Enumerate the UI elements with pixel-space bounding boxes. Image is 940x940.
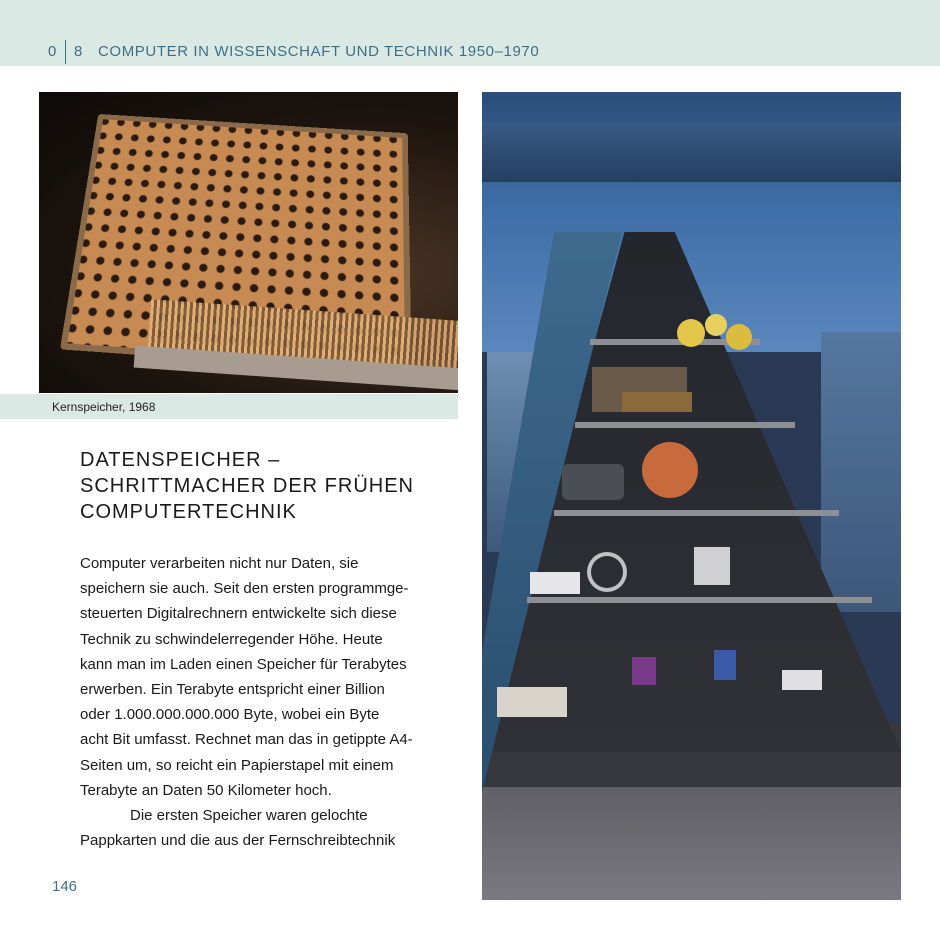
floor [482,772,901,900]
body-line: Technik zu schwindelerregender Höhe. Heute [80,630,383,648]
page-number: 146 [52,878,78,895]
body-line: speichern sie auch. Seit den ersten programmge- [80,580,409,598]
software-box [632,657,656,685]
showcase-shelf [554,510,839,516]
core-memory-photo [39,92,458,393]
back-wall [821,332,901,612]
photo-caption: Kernspeicher, 1968 [52,400,156,414]
chapter-divider [65,40,66,64]
disk-drive [694,547,730,585]
hard-drive [782,670,822,690]
tape-reel-icon [726,324,752,350]
section-title-line: SCHRITTMACHER DER FRÜHEN [80,475,414,497]
memory-board [622,392,692,412]
body-line: Pappkarten und die aus der Fernschreibtechnik [80,832,396,850]
body-line: steuerten Digitalrechnern entwickelte sich diese [80,605,397,623]
documents [530,572,580,594]
body-line: kann man im Laden einen Speicher für Terabytes [80,655,407,673]
body-line: Computer verarbeiten nicht nur Daten, sie [80,555,359,572]
body-line: acht Bit umfasst. Rechnet man das in getippte A4- [80,731,413,749]
floppy-drive [497,687,567,717]
section-title-line: DATENSPEICHER – [80,449,281,471]
showcase-shelf [575,422,795,428]
disk-pack [562,464,624,500]
section-title [80,447,450,525]
museum-display-photo [482,92,901,900]
chapter-number: 8 [74,43,83,60]
software-box [714,650,736,680]
chapter-title: COMPUTER IN WISSENSCHAFT UND TECHNIK 1950–1970 [98,43,540,60]
chapter-index: 0 [48,43,57,60]
ceiling-duct [482,122,901,182]
body-line: oder 1.000.000.000.000 Byte, wobei ein Byte [80,706,380,724]
body-line: erwerben. Ein Terabyte entspricht einer Billion [80,681,385,699]
body-line: Die ersten Speicher waren gelochte [130,807,368,825]
magnetic-disk-icon [642,442,698,498]
tape-reel-icon [705,314,727,336]
body-line: Seiten um, so reicht ein Papierstapel mit einem [80,756,394,774]
body-text [80,551,440,853]
section-title-line: COMPUTERTECHNIK [80,501,297,523]
showcase-shelf [527,597,872,603]
body-line: Terabyte an Daten 50 Kilometer hoch. [80,781,332,799]
tape-reel-icon [677,319,705,347]
tape-reel-icon [587,552,627,592]
